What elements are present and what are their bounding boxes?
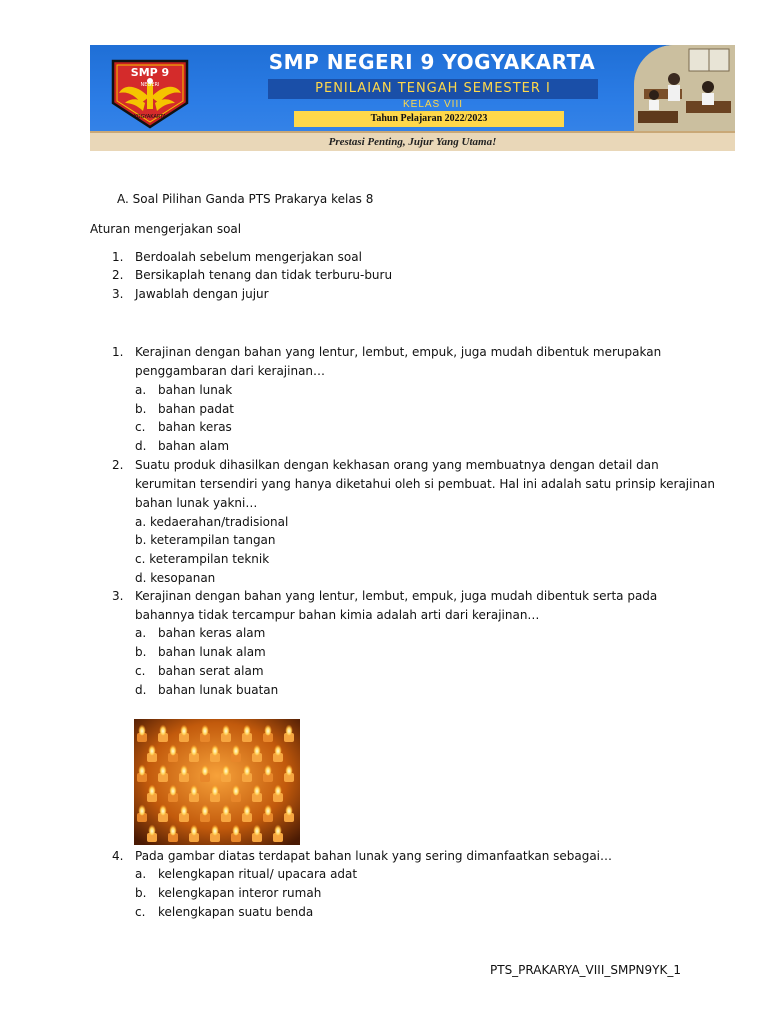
- question-text-continued: bahannya tidak tercampur bahan kimia adalah arti dari kerajinan…: [135, 608, 540, 622]
- rule-number: 1.: [112, 250, 124, 264]
- option-item: [135, 886, 321, 901]
- question-number: 1.: [112, 345, 124, 359]
- option-item: [135, 402, 234, 417]
- logo-mid-text: NEGERI: [140, 82, 160, 88]
- option-letter: c.: [135, 420, 146, 434]
- section-heading: A. Soal Pilihan Ganda PTS Prakarya kelas 8: [117, 192, 374, 206]
- option-text: kelengkapan suatu benda: [158, 905, 314, 919]
- rule-number: 2.: [112, 268, 124, 282]
- option-text: bahan serat alam: [158, 664, 264, 678]
- class-label: KELAS VIII: [402, 99, 464, 110]
- option-item: [135, 867, 357, 882]
- option-letter: d.: [135, 439, 147, 453]
- logo-bottom-text: YOGYAKARTA: [133, 114, 167, 120]
- question-number: 3.: [112, 589, 124, 603]
- option-text: bahan keras: [158, 420, 232, 434]
- question-number: 4.: [112, 849, 124, 863]
- option-text: bahan alam: [158, 439, 230, 453]
- option-letter: a.: [135, 383, 147, 397]
- question-text-continued: kerumitan tersendiri yang hanya diketahui oleh si pembuat. Hal ini adalah satu prinsip kerajinan: [135, 477, 716, 491]
- rule-text: Bersikaplah tenang dan tidak terburu-buru: [135, 268, 393, 282]
- motto: Prestasi Penting, Jujur Yang Utama!: [90, 131, 735, 151]
- logo-top-text: SMP 9: [130, 66, 170, 79]
- option-text: bahan padat: [158, 402, 234, 416]
- rule-number: 3.: [112, 287, 124, 301]
- question-text: Kerajinan dengan bahan yang lentur, lembut, empuk, juga mudah dibentuk merupakan: [135, 345, 662, 359]
- question-1: [112, 345, 661, 360]
- option-item: [135, 439, 229, 454]
- option-text: bahan lunak alam: [158, 645, 266, 659]
- option-item: [135, 683, 278, 698]
- option-letter: b.: [135, 645, 147, 659]
- option-letter: d.: [135, 683, 147, 697]
- option-item: [135, 626, 265, 641]
- question-2: [112, 458, 659, 473]
- exam-name: PENILAIAN TENGAH SEMESTER I: [268, 79, 598, 99]
- school-name: SMP NEGERI 9 YOGYAKARTA: [268, 50, 596, 74]
- option-item: c. keterampilan teknik: [135, 552, 270, 566]
- option-item: [135, 383, 232, 398]
- classroom-photo: [634, 45, 735, 131]
- rules-title: Aturan mengerjakan soal: [90, 222, 242, 236]
- option-letter: b.: [135, 402, 147, 416]
- question-text: Suatu produk dihasilkan dengan kekhasan orang yang membuatnya dengan detail dan: [135, 458, 659, 472]
- rule-text: Berdoalah sebelum mengerjakan soal: [135, 250, 362, 264]
- question-text: Pada gambar diatas terdapat bahan lunak yang sering dimanfaatkan sebagai…: [135, 849, 613, 863]
- option-item: a. kedaerahan/tradisional: [135, 515, 289, 529]
- school-logo: [105, 57, 195, 129]
- option-item: b. keterampilan tangan: [135, 533, 276, 547]
- question-4: [112, 849, 612, 864]
- question-text-continued: bahan lunak yakni…: [135, 496, 258, 510]
- question-number: 2.: [112, 458, 124, 472]
- option-item: [135, 420, 232, 435]
- school-year: Tahun Pelajaran 2022/2023: [294, 111, 564, 127]
- option-letter: c.: [135, 905, 146, 919]
- option-text: kelengkapan ritual/ upacara adat: [158, 867, 358, 881]
- question-text: Kerajinan dengan bahan yang lentur, lembut, empuk, juga mudah dibentuk serta pada: [135, 589, 658, 603]
- option-letter: a.: [135, 867, 147, 881]
- option-text: bahan lunak buatan: [158, 683, 279, 697]
- rule-item: [112, 250, 362, 265]
- option-item: [135, 664, 264, 679]
- page-footer-code: PTS_PRAKARYA_VIII_SMPN9YK_1: [490, 963, 682, 977]
- option-text: bahan lunak: [158, 383, 233, 397]
- question-text-continued: penggambaran dari kerajinan…: [135, 364, 326, 378]
- question-3: [112, 589, 657, 604]
- option-letter: a.: [135, 626, 147, 640]
- option-letter: b.: [135, 886, 147, 900]
- rule-item: [112, 268, 392, 283]
- option-letter: c.: [135, 664, 146, 678]
- rule-item: [112, 287, 269, 302]
- option-text: bahan keras alam: [158, 626, 266, 640]
- option-item: d. kesopanan: [135, 571, 216, 585]
- rule-text: Jawablah dengan jujur: [135, 287, 269, 301]
- candles-image: [134, 719, 300, 845]
- option-text: kelengkapan interor rumah: [158, 886, 322, 900]
- option-item: [135, 905, 313, 920]
- header-banner: [90, 45, 735, 151]
- option-item: [135, 645, 266, 660]
